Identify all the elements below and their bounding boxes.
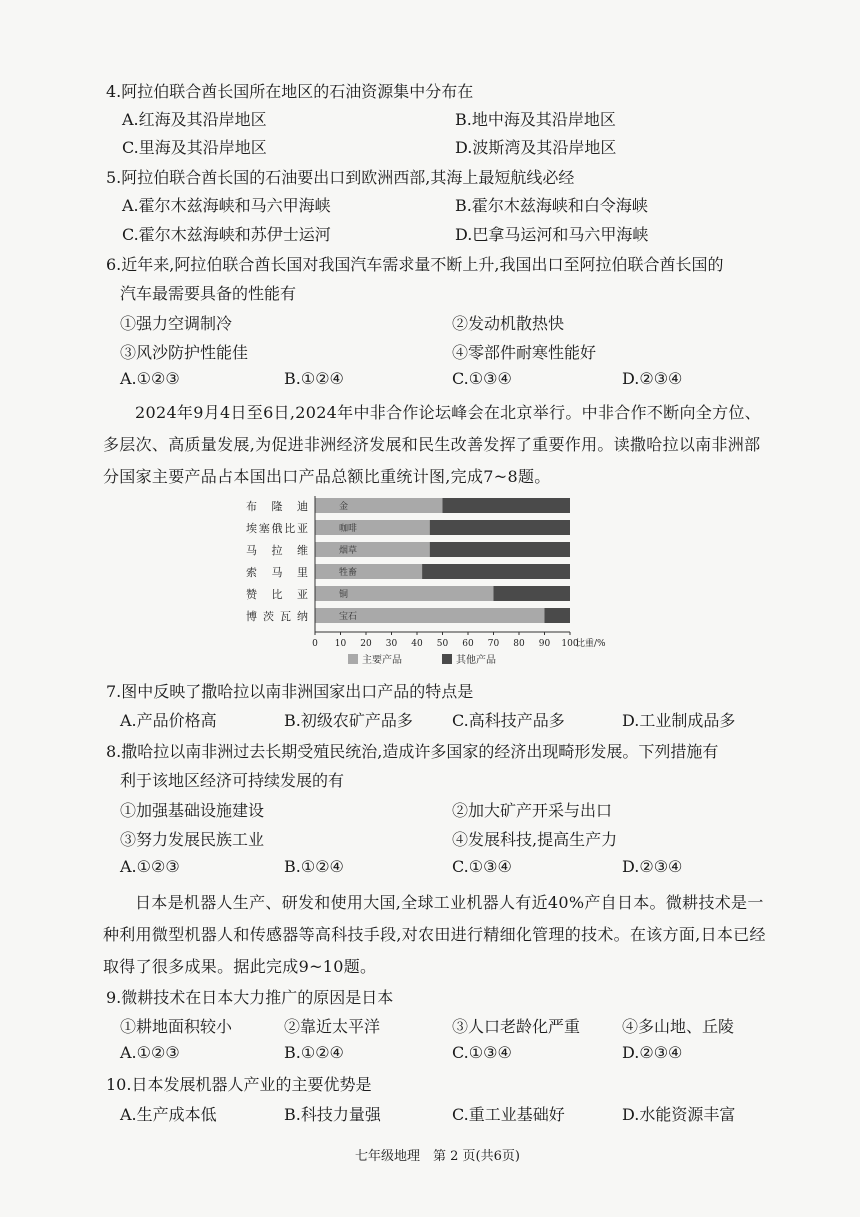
q9-item-3: ③人口老龄化严重 [452, 1017, 581, 1036]
x-axis-label: 比重/% [576, 639, 606, 649]
q9-option-c: C.①③④ [452, 1043, 512, 1062]
legend-label: 主要产品 [362, 655, 402, 666]
q4-option-c: C.里海及其沿岸地区 [122, 138, 267, 157]
q4-stem: 4.阿拉伯联合酋长国所在地区的石油资源集中分布在 [106, 82, 474, 101]
q6-option-b: B.①②④ [284, 369, 344, 388]
q6-stem-line2: 汽车最需要具备的性能有 [120, 284, 297, 303]
q10-stem: 10.日本发展机器人产业的主要优势是 [106, 1075, 372, 1094]
q5-option-d: D.巴拿马运河和马六甲海峡 [455, 225, 649, 244]
x-tick-label: 30 [385, 639, 398, 649]
x-tick-label: 10 [334, 639, 347, 649]
category-label: 博茨瓦纳 [246, 610, 308, 623]
legend-label: 其他产品 [456, 655, 496, 666]
export-share-chart [230, 490, 620, 670]
bar-segment [315, 498, 443, 513]
q8-stem-line1: 8.撒哈拉以南非洲过去长期受殖民统治,造成许多国家的经济出现畸形发展。下列措施有 [106, 742, 719, 761]
bar-segment [422, 564, 570, 579]
q10-option-a: A.生产成本低 [120, 1105, 217, 1124]
q8-item-2: ②加大矿产开采与出口 [452, 801, 613, 820]
legend-swatch [442, 654, 452, 664]
category-label: 索马里 [246, 566, 308, 579]
x-tick-label: 20 [360, 639, 372, 649]
q10-option-c: C.重工业基础好 [452, 1105, 565, 1124]
category-label: 布隆迪 [246, 500, 308, 513]
bar-product-label: 宝石 [339, 612, 358, 622]
category-label: 埃塞俄比亚 [246, 522, 308, 535]
q5-stem: 5.阿拉伯联合酋长国的石油要出口到欧洲西部,其海上最短航线必经 [106, 168, 575, 187]
bar-segment [430, 520, 570, 535]
bar-segment [545, 608, 571, 623]
q7-option-d: D.工业制成品多 [622, 711, 736, 730]
x-tick-label: 100 [561, 639, 579, 649]
q10-option-b: B.科技力量强 [284, 1105, 381, 1124]
legend-swatch [348, 654, 358, 664]
q6-item-4: ④零部件耐寒性能好 [452, 343, 597, 362]
q7-option-c: C.高科技产品多 [452, 711, 565, 730]
x-tick-label: 70 [487, 639, 500, 649]
q6-item-1: ①强力空调制冷 [120, 314, 233, 333]
q8-option-b: B.①②④ [284, 857, 344, 876]
q9-option-d: D.②③④ [622, 1043, 683, 1062]
category-label: 赞比亚 [246, 588, 308, 601]
x-tick-label: 40 [411, 639, 423, 649]
q8-item-4: ④发展科技,提高生产力 [452, 830, 618, 849]
q7-option-a: A.产品价格高 [120, 711, 217, 730]
q6-option-c: C.①③④ [452, 369, 512, 388]
q8-item-3: ③努力发展民族工业 [120, 830, 265, 849]
q7-option-b: B.初级农矿产品多 [284, 711, 413, 730]
intro-paragraph-9-10: 日本是机器人生产、研发和使用大国,全球工业机器人有近40%产自日本。微耕技术是一种利用微型机器人和传感器等高科技手段,对农田进行精细化管理的技术。在该方面,日本已经取得了很多成果。据此完成9~10题。 [103, 893, 766, 976]
q6-item-2: ②发动机散热快 [452, 314, 565, 333]
q4-option-b: B.地中海及其沿岸地区 [455, 110, 616, 129]
q7-stem: 7.图中反映了撒哈拉以南非洲国家出口产品的特点是 [106, 682, 474, 701]
category-label: 马拉维 [246, 544, 308, 557]
q5-option-c: C.霍尔木兹海峡和苏伊士运河 [122, 225, 331, 244]
q8-option-c: C.①③④ [452, 857, 512, 876]
q8-item-1: ①加强基础设施建设 [120, 801, 265, 820]
q6-item-3: ③风沙防护性能佳 [120, 343, 249, 362]
q9-option-b: B.①②④ [284, 1043, 344, 1062]
q6-option-a: A.①②③ [120, 369, 180, 388]
q9-item-2: ②靠近太平洋 [284, 1017, 381, 1036]
bar-segment [494, 586, 571, 601]
q5-option-a: A.霍尔木兹海峡和马六甲海峡 [122, 196, 331, 215]
bar-product-label: 咖啡 [339, 524, 358, 534]
bar-segment [443, 498, 571, 513]
bar-segment [315, 520, 430, 535]
bar-product-label: 铜 [339, 590, 349, 600]
q9-item-4: ④多山地、丘陵 [622, 1017, 735, 1036]
bar-segment [315, 542, 430, 557]
x-tick-label: 90 [538, 639, 551, 649]
page-footer: 七年级地理 第 2 页(共6页) [355, 1149, 520, 1164]
q8-option-d: D.②③④ [622, 857, 683, 876]
x-tick-label: 60 [462, 639, 474, 649]
q9-item-1: ①耕地面积较小 [120, 1017, 233, 1036]
q6-stem-line1: 6.近年来,阿拉伯联合酋长国对我国汽车需求量不断上升,我国出口至阿拉伯联合酋长国的 [106, 255, 724, 274]
bar-segment [430, 542, 570, 557]
x-tick-label: 50 [436, 639, 449, 649]
q5-option-b: B.霍尔木兹海峡和白令海峡 [455, 196, 648, 215]
bar-product-label: 牲畜 [339, 568, 358, 578]
q10-option-d: D.水能资源丰富 [622, 1105, 736, 1124]
q6-option-d: D.②③④ [622, 369, 683, 388]
q8-option-a: A.①②③ [120, 857, 180, 876]
x-tick-label: 0 [312, 639, 318, 649]
x-tick-label: 80 [513, 639, 525, 649]
q4-option-a: A.红海及其沿岸地区 [122, 110, 267, 129]
q4-option-d: D.波斯湾及其沿岸地区 [455, 138, 617, 157]
intro-paragraph-7-8: 2024年9月4日至6日,2024年中非合作论坛峰会在北京举行。中非合作不断向全方位、多层次、高质量发展,为促进非洲经济发展和民生改善发挥了重要作用。读撒哈拉以南非洲部分国家主要产品占本国出口产品总额比重统计图,完成7~8题。 [103, 403, 761, 486]
bar-product-label: 烟草 [339, 546, 358, 556]
q9-stem: 9.微耕技术在日本大力推广的原因是日本 [106, 988, 394, 1007]
q8-stem-line2: 利于该地区经济可持续发展的有 [120, 771, 345, 790]
bar-segment [315, 564, 422, 579]
q9-option-a: A.①②③ [120, 1043, 180, 1062]
bar-product-label: 金 [339, 502, 349, 512]
